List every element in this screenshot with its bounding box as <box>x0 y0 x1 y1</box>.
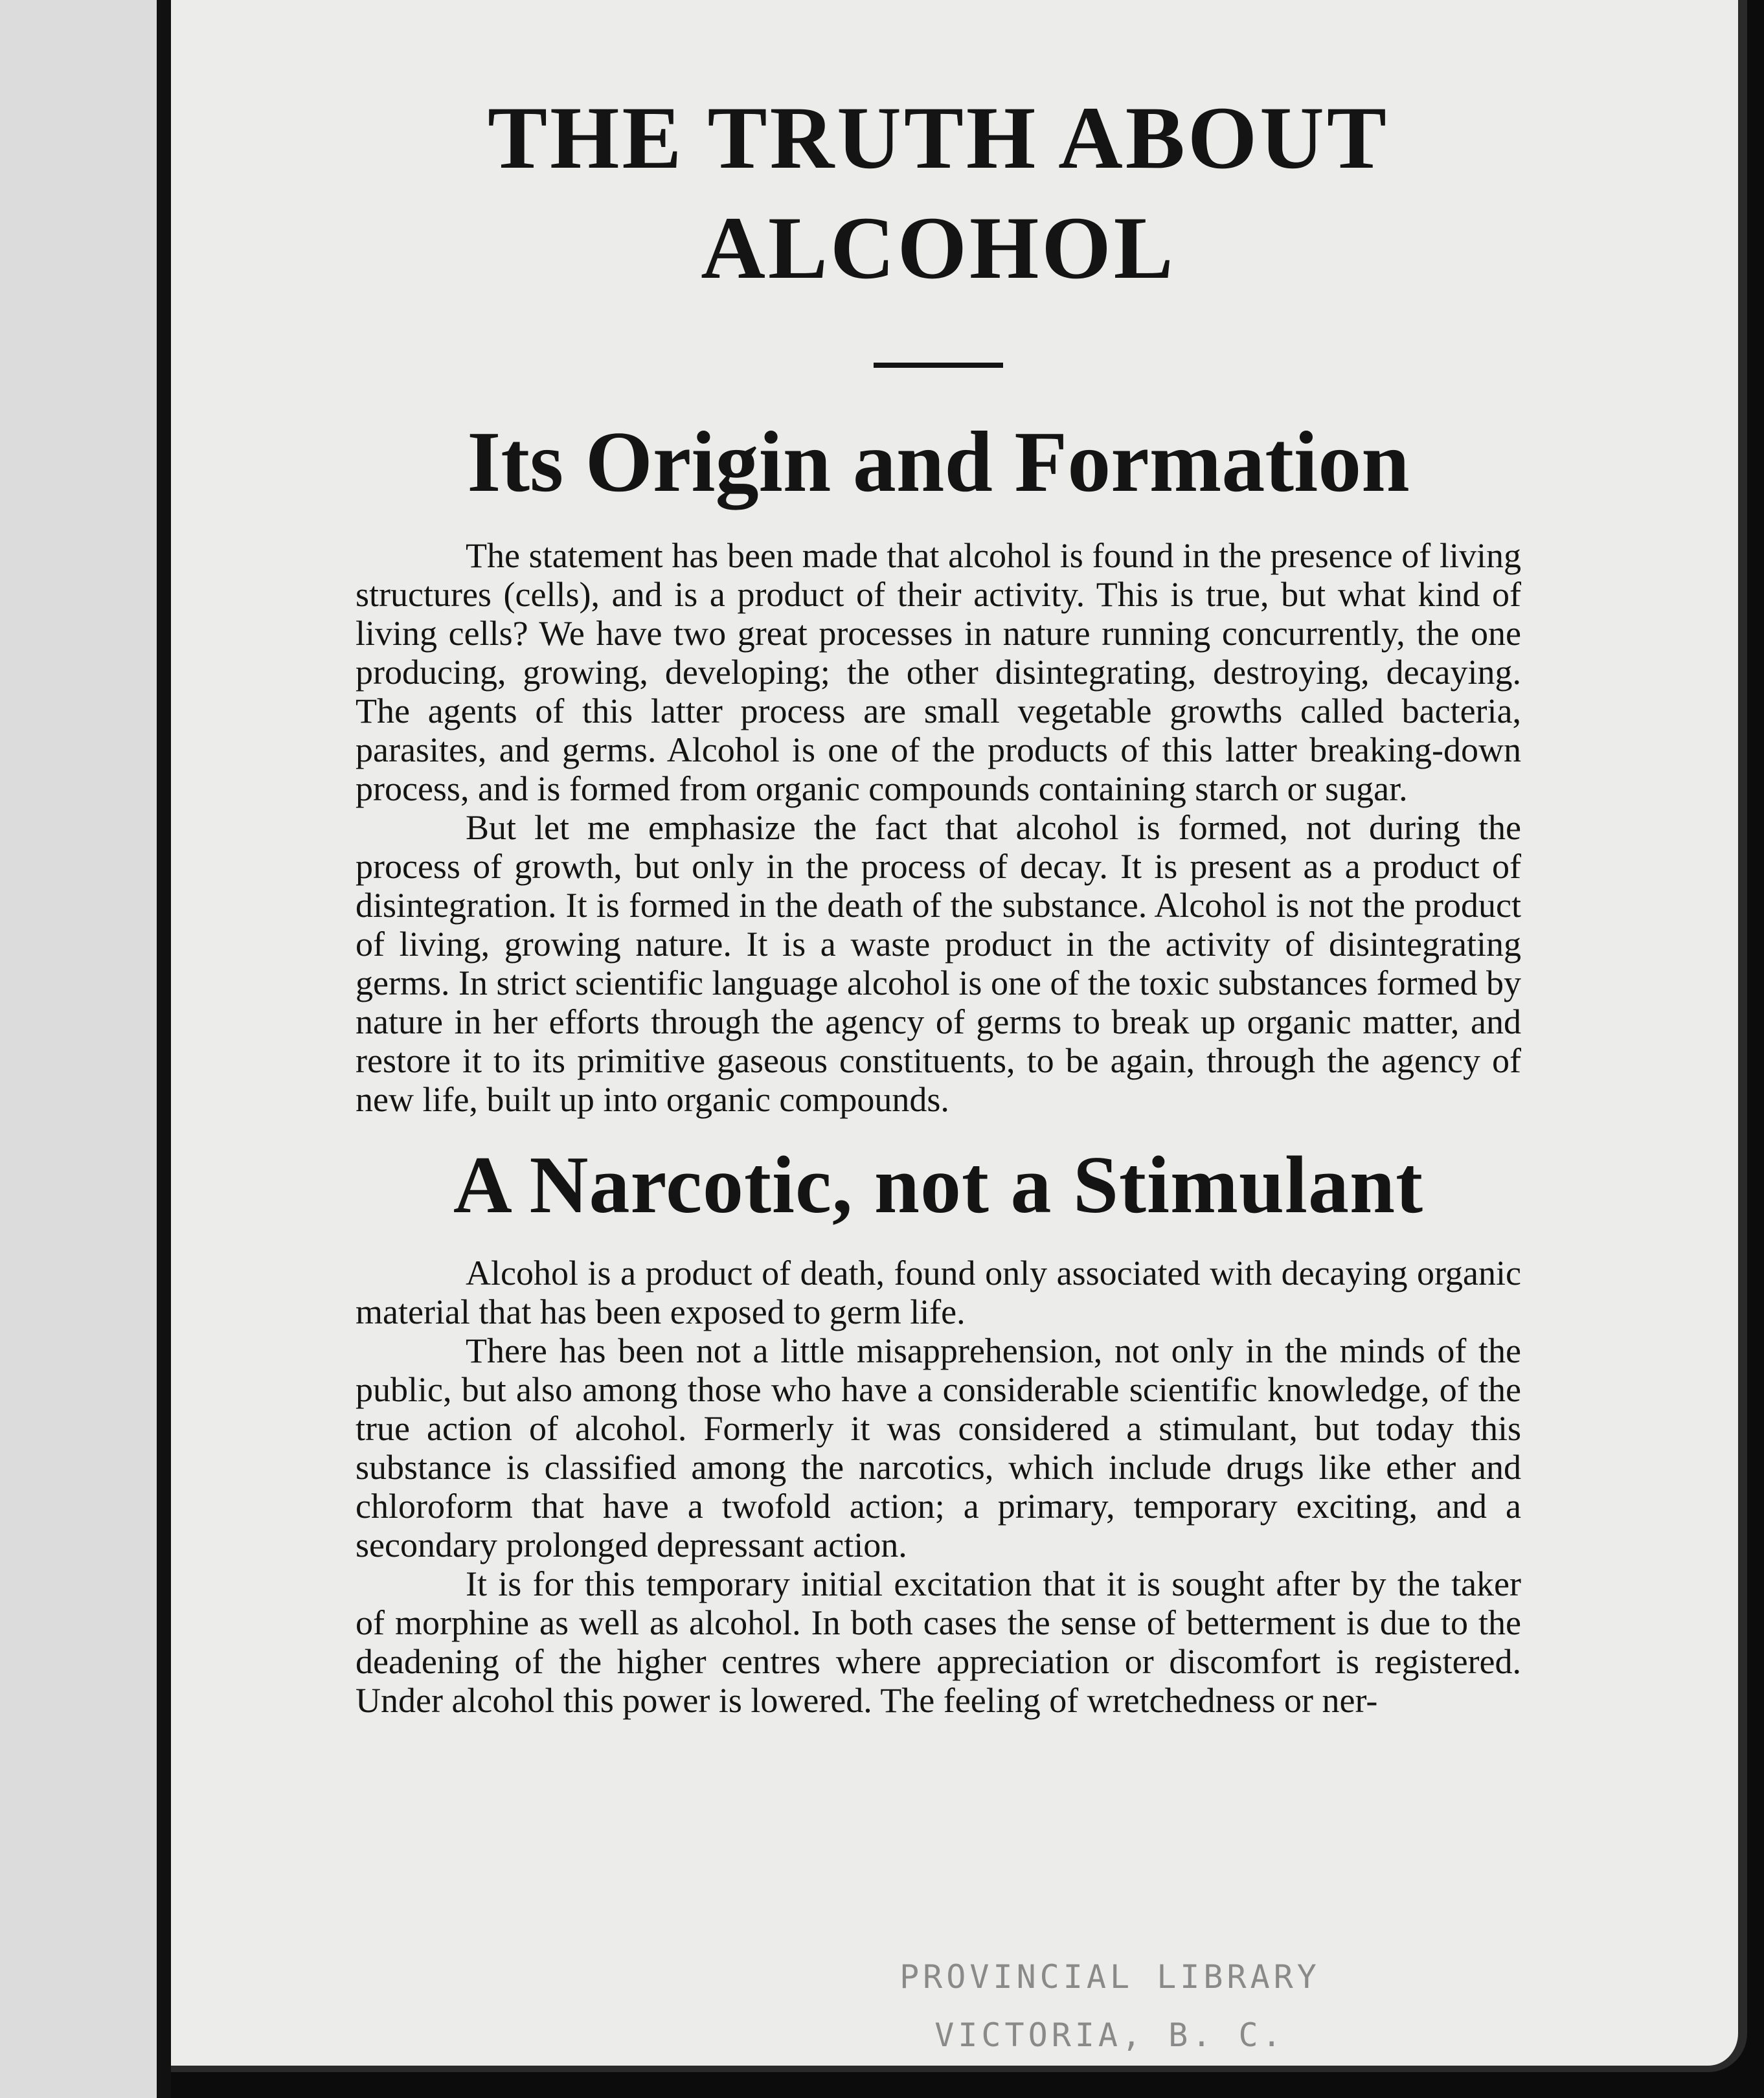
page-title <box>356 0 1521 303</box>
paragraph: But let me emphasize the fact that alcohol is formed, not during the process of growth, but only in the process of decay. It is present as a product of disintegration. It is formed in the death of the substance. Alcohol is not the product of living, growing nature. It is a waste product in the activity of disintegrating germs. In strict scientific language alcohol is one of the toxic substances formed by nature in her efforts through the agency of germs to break up organic matter, and restore it to its primitive gaseous constituents, to be again, through the agency of new life, built up into organic compounds. <box>356 808 1521 1119</box>
title-line-1: THE TRUTH ABOUT <box>488 88 1389 187</box>
facing-page-edge <box>0 0 162 2098</box>
stamp-line-2: VICTORIA, B. C. <box>934 2016 1285 2054</box>
paragraph: Alcohol is a product of death, found only associated with decaying organic material that has been exposed to germ life. <box>356 1254 1521 1331</box>
stamp-line-1: PROVINCIAL LIBRARY <box>899 1958 1320 1996</box>
page-content <box>356 0 1521 1720</box>
section-narcotic-body <box>356 1254 1521 1720</box>
book-binding <box>157 0 171 2098</box>
title-line-2: ALCOHOL <box>701 198 1176 297</box>
library-stamp <box>851 1948 1369 2064</box>
document-page <box>171 0 1747 2072</box>
section-origin-body <box>356 536 1521 1119</box>
section-heading-narcotic: A Narcotic, not a Stimulant <box>453 1140 1424 1230</box>
paragraph: There has been not a little misapprehension, not only in the minds of the public, but also among those who have a considerable scientific knowledge, of the true action of alcohol. Formerly it was considered a stimulant, but today this substance is classified among the narcotics, which include drugs like ether and chloroform that have a twofold action; a primary, temporary exciting, and a secondary prolonged depressant action. <box>356 1331 1521 1564</box>
section-heading-origin: Its Origin and Formation <box>467 414 1410 510</box>
paragraph: The statement has been made that alcohol is found in the presence of living structures (cells), and is a product of their activity. This is true, but what kind of living cells? We have two great processes in nature running concurrently, the one producing, growing, developing; the other disintegrating, destroying, decaying. The agents of this latter process are small vegetable growths called bacteria, parasites, and germs. Alcohol is one of the products of this latter breaking-down process, and is formed from organic compounds containing starch or sugar. <box>356 536 1521 808</box>
title-divider <box>874 363 1003 368</box>
paragraph: It is for this temporary initial excitation that it is sought after by the taker of morphine as well as alcohol. In both cases the sense of betterment is due to the deadening of the higher centres where appreciation or discomfort is registered. Under alcohol this power is lowered. The feeling of wretchedness or ner- <box>356 1564 1521 1720</box>
